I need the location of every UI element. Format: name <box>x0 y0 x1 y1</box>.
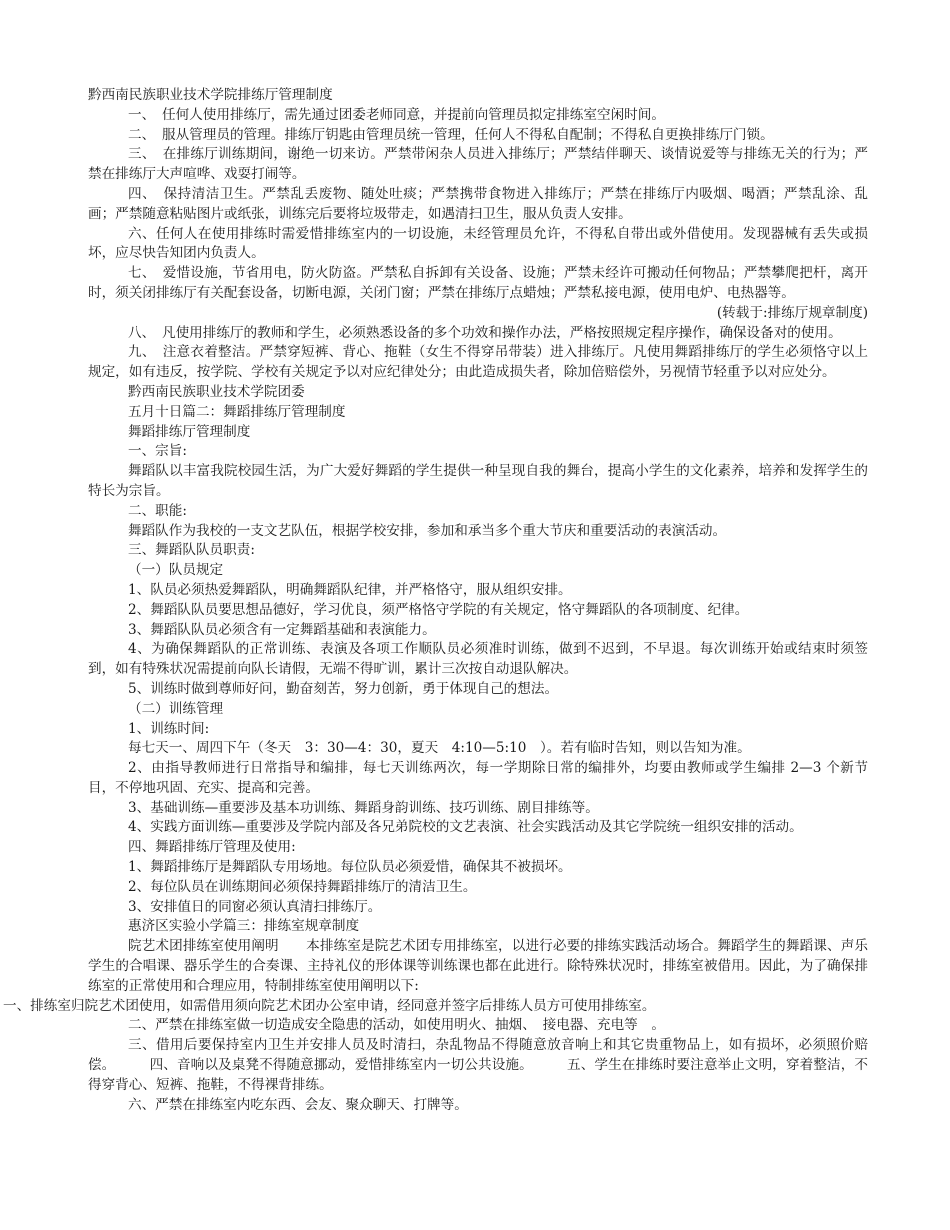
paragraph: 每七天一、周四下午（冬天 3：30—4：30，夏天 4:10—5:10 ）。若有临时告知，则以告知为准。 <box>128 740 751 757</box>
paragraph: 七、 爱惜设施，节省用电，防火防盗。严禁私自拆卸有关设备、设施；严禁未经许可搬动任何物品；严禁攀爬把杆，离开时，须关闭排练厅有关配套设备，切断电源，关闭门窗；严禁在排练厅点蜡烛；严禁私接电源，使用电炉、电热器等。 <box>88 265 868 301</box>
signature-org: 黔西南民族职业技术学院团委 <box>128 383 305 400</box>
paragraph: 一、 任何人使用排练厅，需先通过团委老师同意，并提前向管理员拟定排练室空闲时间。 <box>128 106 665 123</box>
rule-item: 一、排练室归院艺术团使用，如需借用须向院艺术团办公室申请，经同意并签字后排练人员方可使用排练室。 <box>3 997 656 1014</box>
paragraph: 四、 保持清洁卫生。严禁乱丢废物、随处吐痰；严禁携带食物进入排练厅；严禁在排练厅内吸烟、喝酒；严禁乱涂、乱画；严禁随意粘贴图片或纸张，训练完后要将垃圾带走，如遇清扫卫生，服从负责人安排。 <box>88 185 868 222</box>
list-item: 1、队员必须热爱舞蹈队，明确舞蹈队纪律，并严格恪守，服从组织安排。 <box>128 581 572 598</box>
list-item: 1、舞蹈排练厅是舞蹈队专用场地。每位队员必须爱惜，确保其不被损坏。 <box>128 859 572 876</box>
doc-title: 黔西南民族职业技术学院排练厅管理制度 <box>88 87 333 103</box>
rule-item: 二、严禁在排练室做一切造成安全隐患的活动，如使用明火、抽烟、 接电器、充电等 。 <box>128 1017 665 1034</box>
subheading: （二）训练管理 <box>128 700 224 717</box>
paragraph: 舞蹈队以丰富我院校园生活，为广大爱好舞蹈的学生提供一种呈现自我的舞台，提高小学生的文化素养，培养和发挥学生的特长为宗旨。 <box>88 463 868 499</box>
list-item: 3、基础训练—重要涉及基本功训练、舞蹈身韵训练、技巧训练、剧目排练等。 <box>128 799 599 816</box>
subheading: 一、宗旨: <box>128 443 187 460</box>
list-item: 3、舞蹈队队员必须含有一定舞蹈基础和表演能力。 <box>128 621 436 638</box>
rule-item: 三、借用后要保持室内卫生并安排人员及时清扫，杂乱物品不得随意放音响上和其它贵重物品上，如有损坏，必须照价赔偿。 四、音响以及桌凳不得随意挪动，爱惜排练室内一切公共设施。 五、学生在排练时要注意举止文明，穿着整洁，不得穿背心、短裤、拖鞋，不得裸背排练。 <box>88 1037 868 1093</box>
list-item: 4、实践方面训练—重要涉及学院内部及各兄弟院校的文艺表演、社会实践活动及其它学院统一组织安排的活动。 <box>128 819 803 836</box>
paragraph: 八、 凡使用排练厅的教师和学生，必须熟悉设备的多个功效和操作办法，严格按照规定程序操作，确保设备对的使用。 <box>128 324 842 341</box>
section-heading: 惠济区实验小学篇三：排练室规章制度 <box>128 918 360 935</box>
paragraph: 舞蹈队作为我校的一支文艺队伍，根据学校安排，参加和承当多个重大节庆和重要活动的表演活动。 <box>128 522 727 539</box>
list-item: 1、训练时间: <box>128 720 210 737</box>
subheading: 四、舞蹈排练厅管理及使用: <box>128 839 296 856</box>
source-note: (转载于:排练厅规章制度) <box>716 304 868 321</box>
paragraph: 六、任何人在使用排练时需爱惜排练室内的一切设施，未经管理员允许，不得私自带出或外借使用。发现器械有丢失或损坏，应尽快告知团内负责人。 <box>88 225 868 262</box>
section-heading: 五月十日篇二：舞蹈排练厅管理制度 <box>128 403 346 420</box>
paragraph: 二、 服从管理员的管理。排练厅钥匙由管理员统一管理，任何人不得私自配制；不得私自更换排练厅门锁。 <box>128 126 774 143</box>
subheading: （一）队员规定 <box>128 562 224 579</box>
list-item: 2、每位队员在训练期间必须保持舞蹈排练厅的清洁卫生。 <box>128 878 477 895</box>
list-item: 4、为确保舞蹈队的正常训练、表演及各项工作顺队员必须准时训练，做到不迟到，不早退。每次训练开始或结束时须签到，如有特殊状况需提前向队长请假，无端不得旷训，累计三次按自动退队解决。 <box>88 641 868 678</box>
subheading: 三、舞蹈队队员职责: <box>128 542 255 559</box>
subheading: 二、职能: <box>128 502 187 519</box>
list-item: 2、舞蹈队队员要思想品德好，学习优良，须严格恪守学院的有关规定，恪守舞蹈队的各项制度、纪律。 <box>128 601 749 618</box>
paragraph: 三、 在排练厅训练期间，谢绝一切来访。严禁带闲杂人员进入排练厅；严禁结伴聊天、谈情说爱等与排练无关的行为；严禁在排练厅大声喧哗、戏耍打闹等。 <box>88 146 868 183</box>
list-item: 5、训练时做到尊师好问，勤奋刻苦，努力创新，勇于体现自己的想法。 <box>128 680 559 697</box>
section-title: 舞蹈排练厅管理制度 <box>128 423 251 440</box>
paragraph: 院艺术团排练室使用阐明 本排练室是院艺术团专用排练室，以进行必要的排练实践活动场合。舞蹈学生的舞蹈课、声乐学生的合唱课、器乐学生的合奏课、主持礼仪的形体课等训练课也都在此进行。除特殊状况时，排练室被借用。因此，为了确保排练室的正常使用和合理应用，特制排练室使用阐明以下: <box>88 938 868 994</box>
list-item: 3、安排值日的同窗必须认真清扫排练厅。 <box>128 898 382 915</box>
rule-item: 六、严禁在排练室内吃东西、会友、聚众聊天、打牌等。 <box>128 1096 468 1113</box>
document-body <box>3 86 868 1115</box>
paragraph: 九、 注意衣着整洁。严禁穿短裤、背心、拖鞋（女生不得穿吊带装）进入排练厅。凡使用舞蹈排练厅的学生必须恪守以上规定，如有违反，按学院、学校有关规定予以对应纪律处分；由此造成损失者，除加倍赔偿外，另视情节轻重予以对应处分。 <box>88 344 868 381</box>
list-item: 2、由指导教师进行日常指导和编排，每七天训练两次，每一学期除日常的编排外，均要由教师或学生编排 2—3 个新节目，不停地巩固、充实、提高和完善。 <box>88 760 868 796</box>
